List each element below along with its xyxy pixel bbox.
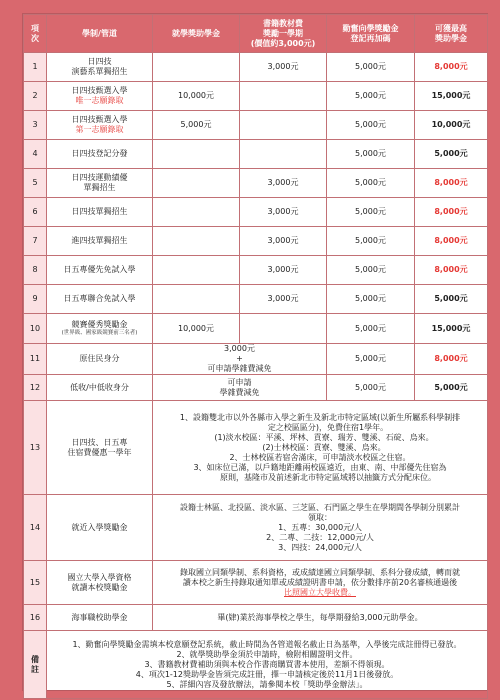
row-work-study: 5,000元 [327,53,415,82]
row-system [47,169,153,198]
row-scholarship [153,53,240,82]
row-max: 15,000元 [415,314,488,344]
row-number: 12 [24,375,47,401]
description-line: 領取： [308,512,332,522]
row-number: 1 [24,53,47,82]
row-max: 8,000元 [415,227,488,256]
row-scholarship [153,169,240,198]
row-description [153,561,488,605]
row-scholarship: 5,000元 [153,111,240,140]
row-number: 14 [24,495,47,561]
table-row-14 [24,495,488,561]
table-row [24,140,488,169]
row-max: 15,000元 [415,82,488,111]
row-max: 10,000元 [415,111,488,140]
row-work-study: 5,000元 [327,169,415,198]
row-work-study: 5,000元 [327,198,415,227]
row-max: 8,000元 [415,198,488,227]
row-system [47,401,153,495]
row-description: 畢(肄)業於海事學校之學生，每學期發給3,000元助學金。 [153,605,488,631]
table-body [24,53,488,699]
row-system [47,140,153,169]
row-scholarship [153,140,240,169]
row-work-study: 5,000元 [327,82,415,111]
table-row-11 [24,344,488,375]
scholarship-sheet [22,13,488,691]
row-books: 3,000元 [240,169,327,198]
row-system-label: 日四技甄選入學 [71,115,128,124]
row-work-study: 5,000元 [327,227,415,256]
row-work-study: 5,000元 [327,285,415,314]
description-line: 定之校區區分)，免費住宿1學年。 [251,422,389,432]
row-scholarship-waiver: 可申請學雜費減免 [207,364,272,373]
row-number: 6 [24,198,47,227]
row-system-label: 日四技運動績優 [71,173,128,182]
row-scholarship [153,375,327,401]
row-description [153,401,488,495]
row-books: 3,000元 [240,53,327,82]
description-line: 設籍士林區、北投區、淡水區、三芝區、石門區之學生在學期間各學制分別累計 [180,502,460,512]
row-system-label: 國立大學入學資格 [67,572,132,582]
row-scholarship: 10,000元 [153,82,240,111]
row-scholarship [153,344,327,375]
row-system-label: 日四技 [87,57,112,66]
header-work-study: 勤奮向學獎勵金 登記再加碼 [327,15,415,53]
row-description [153,495,488,561]
description-line: 3、四技：24,000元/人 [278,542,362,552]
row-number: 5 [24,169,47,198]
row-system [47,285,153,314]
row-system-sub: 演藝系單獨招生 [71,67,128,76]
header-max: 可獲最高 獎助學金 [415,15,488,53]
description-line: (2)士林校區：貢寮、雙溪、烏來。 [254,442,386,452]
row-max: 5,000元 [415,140,488,169]
description-line: 3、如床位已滿，以戶籍地距離兩校區遠近，由東、南、中部優先住宿為 [193,462,447,472]
remarks-content [47,631,488,699]
header-system: 學制/管道 [47,15,153,53]
row-scholarship-amount: 3,000元 [224,344,255,353]
description-line: 2、就學獎助學金須於申請時，檢附相關證明文件。 [176,649,358,659]
header-no: 項 次 [24,15,47,53]
table-row-16 [24,605,488,631]
row-system-sub: 唯一志願錄取 [75,96,124,105]
row-system: 原住民身分 [47,344,153,375]
table-row [24,256,488,285]
row-books [240,82,327,111]
row-system-label: 日五專優先免試入學 [63,265,136,274]
table-row [24,111,488,140]
row-work-study: 5,000元 [327,256,415,285]
description-line: 錄取國立同類學制、系科資格，或成績達國立同類學制、系科分發成績，轉而就 [180,567,460,577]
row-system-sub: 住宿費優惠一學年 [67,447,132,457]
row-books: 3,000元 [240,285,327,314]
description-line: 5、詳細內容及發放辦法，請參閱本校「獎助學金辦法」。 [166,679,368,689]
remarks-label: 備 註 [24,631,47,699]
row-books [240,111,327,140]
row-system-label: 日四技單獨招生 [71,207,128,216]
row-books: 3,000元 [240,198,327,227]
description-line: 4、項次1-12獎助學金皆須完成註冊，擇一申請核定後於11月1日後發放。 [135,669,399,679]
row-max: 8,000元 [415,169,488,198]
row-system-note: (世界級、國家級競賽前三名者) [61,330,138,336]
row-number: 3 [24,111,47,140]
row-system-label: 日五專聯合免試入學 [63,294,136,303]
table-row [24,227,488,256]
row-scholarship: 10,000元 [153,314,240,344]
table-row [24,53,488,82]
row-work-study: 5,000元 [327,140,415,169]
row-number: 2 [24,82,47,111]
description-line: 讀本校之新生持錄取通知單或成績證明書申請，依分數排序前20名審核通過後 [182,577,458,587]
table-row-13 [24,401,488,495]
row-number: 4 [24,140,47,169]
row-number: 10 [24,314,47,344]
row-system-label: 日四技甄選入學 [71,86,128,95]
description-line: 1、五專：30,000元/人 [278,522,362,532]
row-system [47,111,153,140]
row-max: 5,000元 [415,375,488,401]
row-max: 8,000元 [415,256,488,285]
table-header-row [24,15,488,53]
row-work-study: 5,000元 [327,314,415,344]
row-system: 海事職校助學金 [47,605,153,631]
row-number: 13 [24,401,47,495]
row-number: 15 [24,561,47,605]
row-system [47,53,153,82]
row-system [47,561,153,605]
row-system [47,256,153,285]
row-system [47,82,153,111]
table-row [24,169,488,198]
row-system-sub: 第一志願錄取 [75,125,124,134]
description-line: (1)淡水校區：平溪、坪林、貢寮、瑞芳、雙溪、石碇、烏來。 [206,432,434,442]
row-max: 5,000元 [415,285,488,314]
row-system-sub: 就讀本校獎勵金 [71,582,128,592]
row-scholarship [153,227,240,256]
description-line: 3、書籍教材費補助須與本校合作書商購買書本使用，差額不得領現。 [144,659,390,669]
row-work-study: 5,000元 [327,111,415,140]
row-system-label: 競賽優秀獎勵金 [71,320,128,329]
row-scholarship-apply: 可申請 [227,377,252,387]
remarks-row [24,631,488,699]
row-books: 3,000元 [240,256,327,285]
row-system-sub: 單獨招生 [83,183,116,192]
table-row [24,82,488,111]
description-line: 1、勤奮向學獎勵金需填本校意願登記系統，截止時間為各管道報名截止日為基準，入學後完成註冊得已發放。 [72,639,462,649]
row-system-label: 日四技登記分發 [71,149,128,158]
row-max: 8,000元 [415,53,488,82]
row-system: 低收/中低收身分 [47,375,153,401]
row-system-label: 日四技、日五專 [71,437,128,447]
description-line: 2、士林校區若宿舍滿床，可申請淡水校區之住宿。 [229,452,411,462]
row-system [47,227,153,256]
description-line: 1、設籍雙北市以外各縣市入學之新生及新北市特定區域(以新生所屬系科學制排 [179,412,461,422]
row-work-study: 5,000元 [327,344,415,375]
table-row-10 [24,314,488,344]
row-books: 3,000元 [240,227,327,256]
row-number: 7 [24,227,47,256]
row-number: 9 [24,285,47,314]
table-row [24,285,488,314]
row-system [47,314,153,344]
row-system-label: 進四技單獨招生 [71,236,128,245]
row-number: 11 [24,344,47,375]
row-highlight: 比照國立大學收費。 [284,587,356,597]
row-scholarship [153,285,240,314]
row-books [240,140,327,169]
table-row-12 [24,375,488,401]
description-line: 2、二專、二技：12,000元/人 [266,532,374,542]
row-system: 就近入學獎勵金 [47,495,153,561]
row-books [240,314,327,344]
row-scholarship [153,198,240,227]
row-scholarship [153,256,240,285]
row-work-study: 5,000元 [327,375,415,401]
table-row [24,198,488,227]
scholarship-table [23,14,488,699]
header-scholarship: 就學獎助學金 [153,15,240,53]
row-system [47,198,153,227]
row-max: 8,000元 [415,344,488,375]
table-row-15 [24,561,488,605]
row-scholarship-plus: + [236,354,243,363]
row-number: 8 [24,256,47,285]
row-scholarship-waiver: 學雜費減免 [219,387,260,397]
header-books: 書籍教材費 獎勵一學期 (價值約3,000元) [240,15,327,53]
row-number: 16 [24,605,47,631]
description-line: 原則，基隆市及前述新北市特定區域將以抽籤方式分配床位。 [204,472,436,482]
